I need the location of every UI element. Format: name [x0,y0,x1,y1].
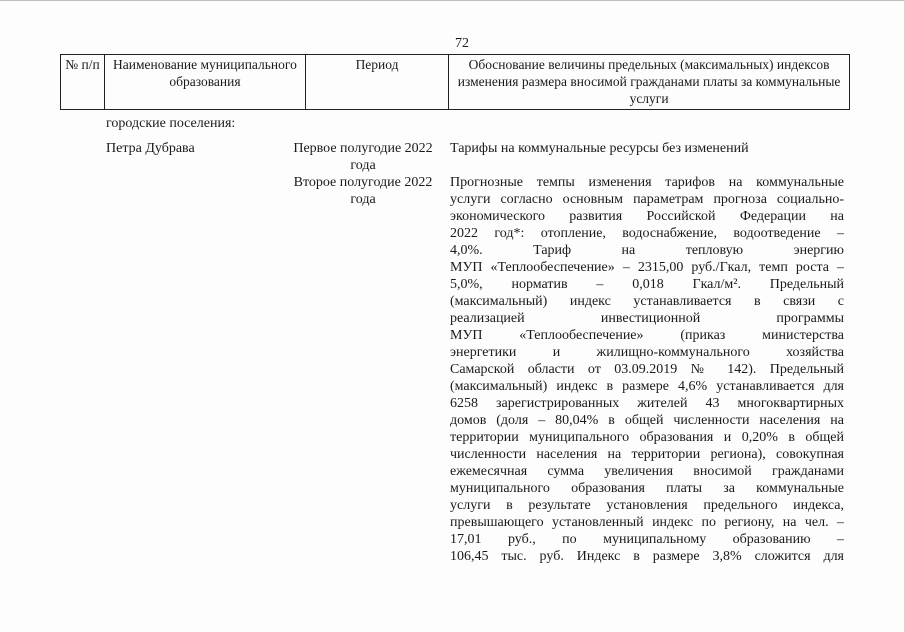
justification-line: 17,01 руб., по муниципальному образованию – [450,532,844,547]
justification-line: 2022 год*: отопление, водоснабжение, водоотведение – [450,226,844,241]
justification-line: численности населения на территории региона), совокупная [450,447,844,462]
page-number: 72 [455,36,469,51]
header-cell-period: Период [305,55,448,110]
header-cell-municipality: Наименование муниципального образования [104,55,305,110]
municipality-name: Петра Дубрава [106,141,195,156]
period-first-half: Первое полугодие 2022 года [293,141,433,173]
justification-line: МУП «Теплообеспечение» (приказ министерства [450,328,844,343]
justification-line: (максимальный) индекс устанавливается в связи с [450,294,844,309]
section-label: городские поселения: [106,116,236,131]
justification-line: домов (доля – 80,04% в общей численности населения на [450,413,844,428]
scan-top-edge [0,0,905,1]
justification-line: муниципального образования платы за коммунальные [450,481,844,496]
period-second-half: Второе полугодие 2022 года [293,175,433,207]
justification-line: экономического развития Российской Федерации на [450,209,844,224]
justification-line: реализацией инвестиционной программы [450,311,844,326]
justification-second-half [450,174,844,565]
justification-line: ежемесячная сумма увеличения вносимой гражданами [450,464,844,479]
justification-line: превышающего установленный индекс по региону, на чел. – [450,515,844,530]
header-cell-justification: Обоснование величины предельных (максимальных) индексов изменения размера вносимой гражданами платы за коммунальные услуги [449,55,850,110]
justification-line: Прогнозные темпы изменения тарифов на коммунальные [450,175,844,190]
justification-line: (максимальный) индекс в размере 4,6% устанавливается для [450,379,844,394]
header-cell-number: № п/п [61,55,105,110]
justification-line: 5,0%, норматив – 0,018 Гкал/м². Предельный [450,277,844,292]
justification-line: 106,45 тыс. руб. Индекс в размере 3,8% сложится для [450,549,844,564]
justification-line: МУП «Теплообеспечение» – 2315,00 руб./Гкал, темп роста – [450,260,844,275]
justification-line: 6258 зарегистрированных жителей 43 многоквартирных [450,396,844,411]
justification-line: 4,0%. Тариф на тепловую энергию [450,243,844,258]
justification-line: услуги в результате установления предельного индекса, [450,498,844,513]
justification-line: Самарской области от 03.09.2019 № 142). Предельный [450,362,844,377]
justification-first-half: Тарифы на коммунальные ресурсы без изменений [450,141,749,156]
justification-line: территории муниципального образования и 0,20% в общей [450,430,844,445]
justification-line: энергетики и жилищно-коммунального хозяйства [450,345,844,360]
justification-line: услуги согласно основным параметрам прогноза социально- [450,192,844,207]
table-header [60,54,850,110]
